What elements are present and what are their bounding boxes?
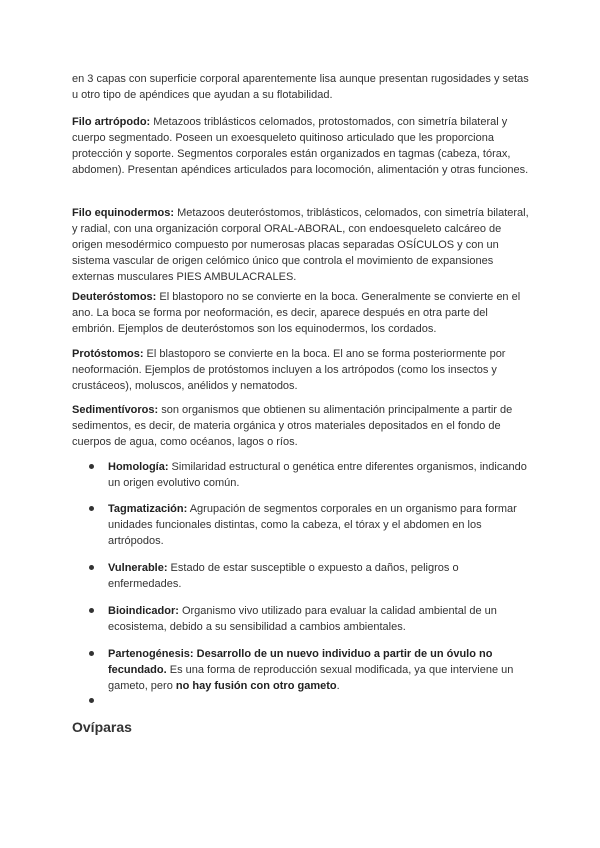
bullet-bioindicador	[108, 603, 532, 635]
entry-text: El blastoporo se convierte en la boca. El ano se forma posteriormente por neoformación. Ejemplos de protóstomos incluyen a los artrópodos (como los insectos y crustáceos), moluscos, anélidos y nematodos.	[72, 348, 506, 392]
entry-term: Filo artrópodo:	[72, 116, 151, 128]
bullet-tagmatizacion	[108, 501, 532, 549]
intro-paragraph: en 3 capas con superficie corporal aparentemente lisa aunque presentan rugosidades y setas u otro tipo de apéndices que ayudan a su flotabilidad.	[72, 73, 529, 101]
bullet-text: Estado de estar susceptible o expuesto a daños, peligros o enfermedades.	[108, 562, 459, 590]
bullet-term: Homología:	[108, 461, 169, 473]
bullet-partenogenesis	[108, 646, 532, 694]
entry-text: Metazoos triblásticos celomados, protostomados, con simetría bilateral y cuerpo segmentado. Poseen un exoesqueleto quitinoso articulado que les proporciona protección y soporte. Segmentos corporales están organizados en tagmas (cabeza, tórax, abdomen). Presentan apéndices articulados para locomoción, alimentación y otras funciones.	[72, 116, 529, 176]
bullet-dot-icon	[89, 651, 94, 656]
bullet-text: Es una forma de reproducción sexual modificada, ya que interviene un gameto, pero	[108, 664, 514, 692]
entry-sedimentivoros	[72, 402, 532, 450]
bullet-text: Organismo vivo utilizado para evaluar la calidad ambiental de un ecosistema, debido a su sensibilidad a cambios ambientales.	[108, 605, 497, 633]
bullet-homologia	[108, 459, 532, 491]
bullet-term: Bioindicador:	[108, 605, 179, 617]
bullet-dot-icon	[89, 565, 94, 570]
bullet-dot-icon	[89, 464, 94, 469]
entry-filo-equinodermos	[72, 205, 532, 285]
bullet-text: Agrupación de segmentos corporales en un organismo para formar unidades funcionales distintas, como la cabeza, el tórax y el abdomen en los artrópodos.	[108, 503, 517, 547]
bullet-term: Tagmatización:	[108, 503, 188, 515]
entry-deuterostomos	[72, 289, 532, 337]
bullet-term: Vulnerable:	[108, 562, 168, 574]
entry-filo-artropodo	[72, 114, 532, 178]
section-heading: Ovíparas	[72, 719, 132, 735]
entry-text: El blastoporo no se convierte en la boca. Generalmente se convierte en el ano. La boca se forma por neoformación, es decir, aparece después en otra parte del embrión. Ejemplos de deuteróstomos son los equinodermos, los cordados.	[72, 291, 521, 335]
bullet-dot-icon	[89, 506, 94, 511]
bullet-empty	[108, 693, 532, 709]
bullet-dot-icon	[89, 698, 94, 703]
entry-text: son organismos que obtienen su alimentación principalmente a partir de sedimentos, es decir, de materia orgánica y otros materiales depositados en el fondo de cuerpos de agua, como océanos, lagos o ríos.	[72, 404, 513, 448]
bullet-text-end: .	[336, 680, 340, 692]
bullet-text: Similaridad estructural o genética entre diferentes organismos, indicando un origen evolutivo común.	[108, 461, 527, 489]
entry-term: Protóstomos:	[72, 348, 144, 360]
entry-text: Metazoos deuteróstomos, triblásticos, celomados, con simetría bilateral, y radial, con una organización corporal ORAL-ABORAL, con endoesqueleto calcáreo de origen mesodérmico compuesto por numerosas placas separadas OSÍCULOS y con un sistema vascular de origen celómico único que controla el movimiento de expansiones externas musculares PIES AMBULACRALES.	[72, 207, 529, 283]
entry-protostomos	[72, 346, 532, 394]
bullet-term: Partenogénesis: Desarrollo de un nuevo individuo a partir de un óvulo no fecundado.	[108, 648, 493, 676]
bullet-dot-icon	[89, 608, 94, 613]
entry-term: Deuteróstomos:	[72, 291, 157, 303]
bullet-term-emphasis: no hay fusión con otro gameto	[175, 680, 337, 692]
entry-term: Sedimentívoros:	[72, 404, 159, 416]
bullet-vulnerable	[108, 560, 532, 592]
entry-term: Filo equinodermos:	[72, 207, 175, 219]
